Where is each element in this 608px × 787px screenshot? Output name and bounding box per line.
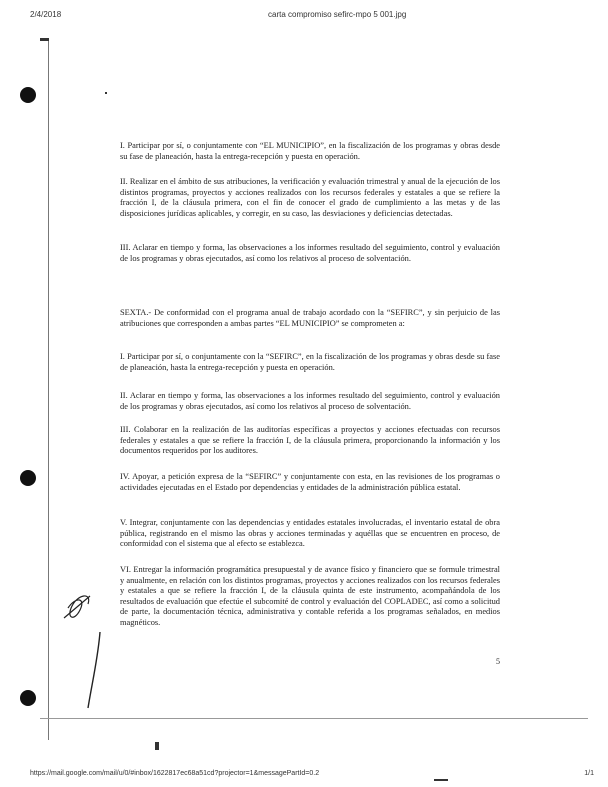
paragraph-2: II. Realizar en el ámbito de sus atribuciones, la verificación y evaluación trimestral y anual de la ejecución de los distintos programas, proyectos y acciones realizados con los recursos federales y estatales a que se refiere la fracción I, de la cláusula primera, con el fin de conocer el grado de cumplimiento a las metas y de las disposiciones jurídicas aplicables, y corregir, en su caso, las desviaciones y deficiencias detectadas. [120, 177, 500, 218]
paragraph-10: VI. Entregar la información programática presupuestal y de avance físico y financiero que se formule trimestral y anualmente, en relación con los distintos programas, proyectos y acciones realizados con los recursos federales y estatales a que se refiere la fracción I, de la cláusula quinta de este instrumento, acompañándola de los resultados de evaluación que efectúe el subcomité de control y evaluación del COPLADEC, así como a solicitud de parte, la documentación técnica, administrativa y contable referida a los programas señalados, en medios magnéticos. [120, 565, 500, 627]
scan-margin-line [48, 40, 49, 740]
punch-hole-middle [20, 470, 36, 486]
paragraph-9: V. Integrar, conjuntamente con las dependencias y entidades estatales involucradas, el inventario estatal de obra pública, registrando en el mismo las obras y acciones terminadas y aquéllas que se encuentren en proceso, de conformidad con el sistema que al efecto se establezca. [120, 518, 500, 549]
page-bottom-rule [40, 718, 588, 719]
source-url: https://mail.google.com/mail/u/0/#inbox/1622817ec68a51cd?projector=1&messagePartId=0.2 [30, 770, 320, 777]
print-page-count: 1/1 [584, 770, 594, 777]
paragraph-7: III. Colaborar en la realización de las auditorías específicas a proyectos y acciones efectuadas con recursos federales y estatales a que se refiere la fracción I, de la cláusula primera, proporcionando la información y los documentos requeridos por los auditores. [120, 425, 500, 456]
punch-hole-bottom [20, 690, 36, 706]
punch-hole-top [20, 87, 36, 103]
print-date: 2/4/2018 [30, 10, 62, 19]
paragraph-sexta: SEXTA.- De conformidad con el programa anual de trabajo acordado con la “SEFIRC”, y sin perjuicio de las atribuciones que corresponden a ambas partes “EL MUNICIPIO” se comprometen a: [120, 308, 500, 328]
paragraph-8: IV. Apoyar, a petición expresa de la “SEFIRC” y conjuntamente con esta, en las revisiones de los programas o actividades ejecutadas en el Estado por dependencias y entidades de la administración pública estatal. [120, 472, 500, 492]
paragraph-6: II. Aclarar en tiempo y forma, las observaciones a los informes resultado del seguimiento, control y evaluación de los programas y obras ejecutados, así como los relativos al proceso de solventación. [120, 391, 500, 411]
paragraph-5: I. Participar por sí, o conjuntamente con la “SEFIRC”, en la fiscalización de los programas y obras desde su fase de planeación, hasta la entrega-recepción y puesta en operación. [120, 352, 500, 372]
document-title: carta compromiso sefirc-mpo 5 001.jpg [268, 10, 407, 19]
paragraph-1: I. Participar por sí, o conjuntamente con “EL MUNICIPIO”, en la fiscalización de los programas y obras desde su fase de planeación, hasta la entrega-recepción y puesta en operación. [120, 141, 500, 161]
scan-mark [155, 742, 159, 750]
handwritten-signature [62, 588, 112, 718]
paragraph-3: III. Aclarar en tiempo y forma, las observaciones a los informes resultado del seguimiento, control y evaluación de los programas y obras ejecutados, así como los relativos al proceso de solventación. [120, 243, 500, 263]
page-number: 5 [496, 657, 500, 666]
scan-mark [40, 38, 49, 41]
scan-mark [434, 779, 448, 781]
scan-mark [105, 92, 107, 94]
